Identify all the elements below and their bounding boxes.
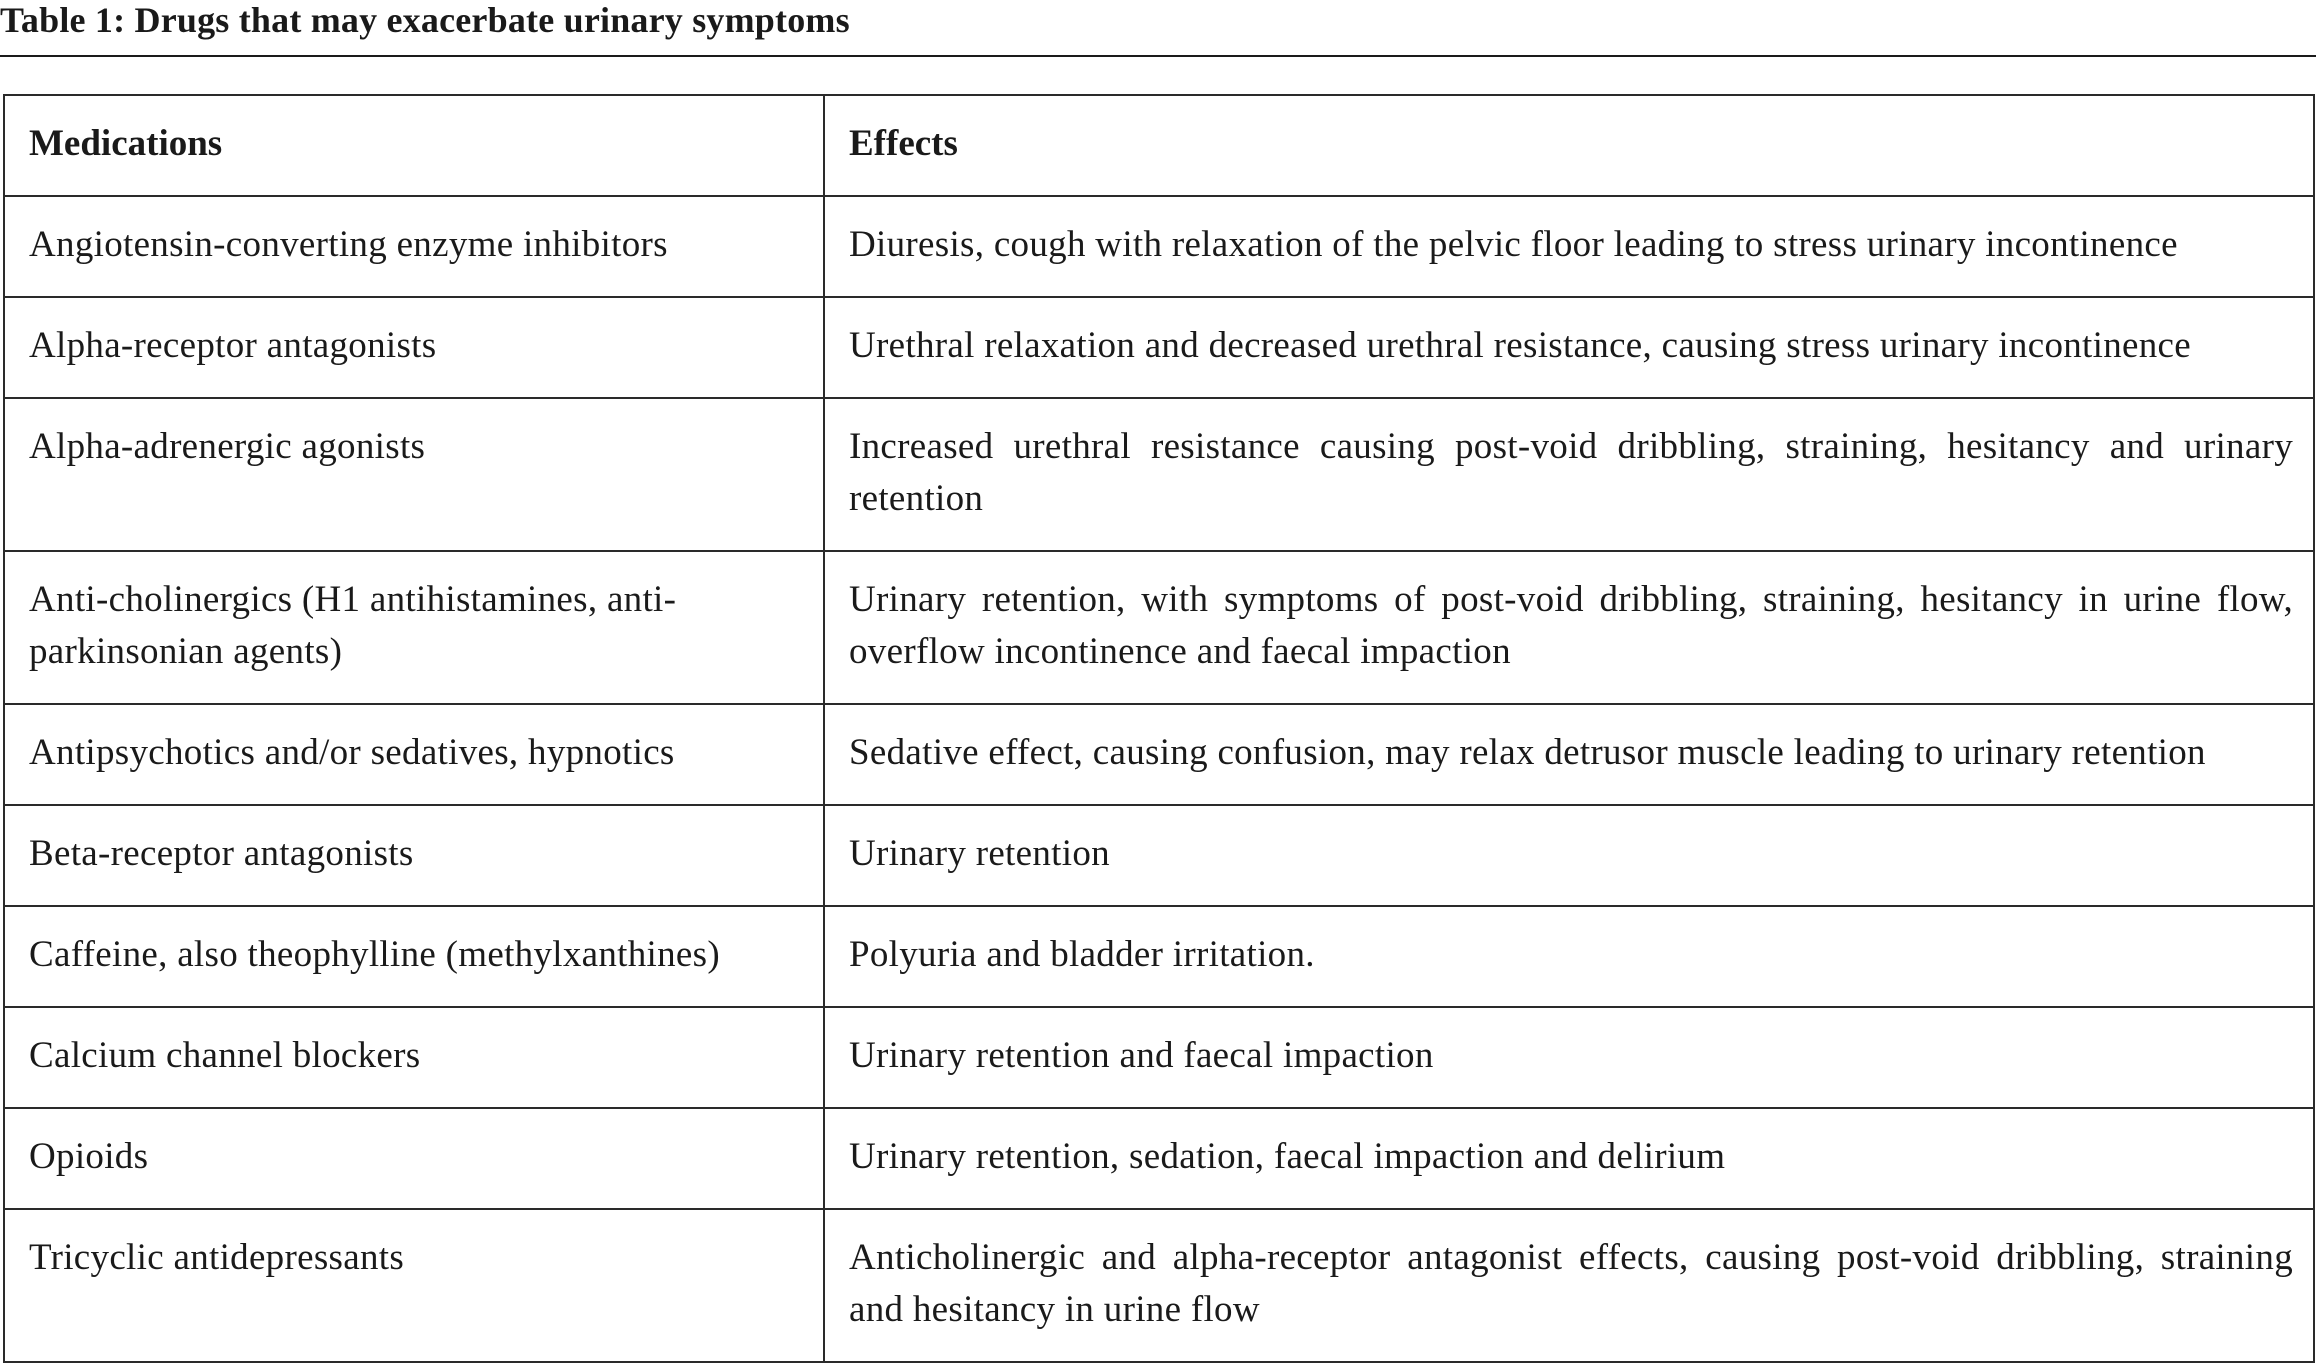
medication-cell: Opioids — [4, 1108, 824, 1209]
effect-cell: Urinary retention, with symptoms of post-void dribbling, straining, hesitancy in urine flow, overflow incontinence and faecal impaction — [824, 551, 2314, 704]
medication-cell: Alpha-receptor antagonists — [4, 297, 824, 398]
table-row — [4, 704, 2314, 805]
table-row — [4, 1108, 2314, 1209]
table-caption: Table 1: Drugs that may exacerbate urinary symptoms — [0, 0, 850, 40]
effect-cell: Urinary retention, sedation, faecal impaction and delirium — [824, 1108, 2314, 1209]
table-row — [4, 297, 2314, 398]
table-row — [4, 551, 2314, 704]
medication-cell: Anti-cholinergics (H1 antihistamines, anti-parkinsonian agents) — [4, 551, 824, 704]
effect-cell: Polyuria and bladder irritation. — [824, 906, 2314, 1007]
effect-cell: Anticholinergic and alpha-receptor antagonist effects, causing post-void dribbling, straining and hesitancy in urine flow — [824, 1209, 2314, 1362]
effect-cell: Sedative effect, causing confusion, may relax detrusor muscle leading to urinary retention — [824, 704, 2314, 805]
medication-cell: Alpha-adrenergic agonists — [4, 398, 824, 551]
table-row — [4, 398, 2314, 551]
column-header-effects: Effects — [824, 95, 2314, 196]
column-header-medications: Medications — [4, 95, 824, 196]
table-row — [4, 805, 2314, 906]
table-row — [4, 906, 2314, 1007]
caption-divider — [0, 55, 2316, 57]
drugs-table — [3, 94, 2315, 1363]
effect-cell: Increased urethral resistance causing post-void dribbling, straining, hesitancy and urinary retention — [824, 398, 2314, 551]
medication-cell: Beta-receptor antagonists — [4, 805, 824, 906]
effect-cell: Urinary retention — [824, 805, 2314, 906]
table-row — [4, 1209, 2314, 1362]
medication-cell: Calcium channel blockers — [4, 1007, 824, 1108]
table-row — [4, 1007, 2314, 1108]
table-row — [4, 196, 2314, 297]
effect-cell: Urinary retention and faecal impaction — [824, 1007, 2314, 1108]
effect-cell: Diuresis, cough with relaxation of the pelvic floor leading to stress urinary incontinence — [824, 196, 2314, 297]
medication-cell: Caffeine, also theophylline (methylxanthines) — [4, 906, 824, 1007]
table-header-row — [4, 95, 2314, 196]
effect-cell: Urethral relaxation and decreased urethral resistance, causing stress urinary incontinence — [824, 297, 2314, 398]
medication-cell: Tricyclic antidepressants — [4, 1209, 824, 1362]
medication-cell: Antipsychotics and/or sedatives, hypnotics — [4, 704, 824, 805]
medication-cell: Angiotensin-converting enzyme inhibitors — [4, 196, 824, 297]
